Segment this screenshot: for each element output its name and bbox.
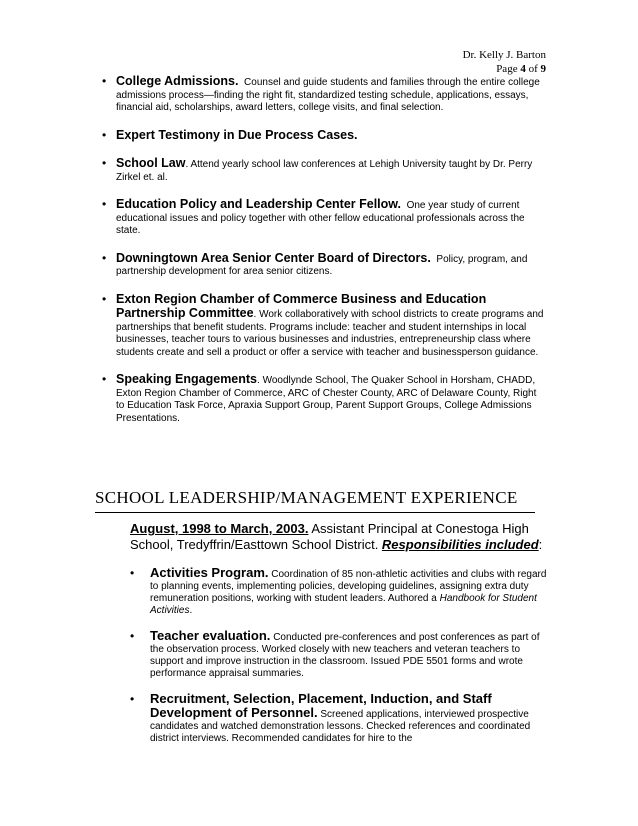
list-item xyxy=(102,291,546,360)
section-heading: SCHOOL LEADERSHIP/MANAGEMENT EXPERIENCE xyxy=(95,488,535,513)
list-item xyxy=(102,74,546,115)
bullet-icon: • xyxy=(102,291,107,306)
item-text: Coordination of 85 non-athletic activities and clubs with regard to planning events, implementing policies, developing guidelines, assigning extra duty remuneration positions, working with student leaders. Authored a xyxy=(150,569,547,604)
item-title: Activities Program. xyxy=(150,565,269,580)
list-item xyxy=(130,628,550,680)
duties-list xyxy=(130,565,550,758)
list-item: • Activities Program. Coordination of 85 non-athletic activities and clubs with regard to planning events, implementing policies, developing guidelines, assigning extra duty remuneration positions, working with student leaders. Authored a Handbook for Student Activities. xyxy=(130,565,547,616)
item-title: Speaking Engagements xyxy=(116,372,258,386)
item-italic: Handbook for Student Activities xyxy=(150,593,537,616)
list-item xyxy=(102,127,546,144)
bullet-icon: • xyxy=(130,566,135,580)
job-dates: August, 1998 to March, 2003. xyxy=(130,521,309,536)
item-text: . Attend yearly school law conferences at Lehigh University taught by Dr. Perry Zirkel et. al. xyxy=(116,159,533,183)
page-number: 4 xyxy=(520,63,526,75)
item-title: College Admissions. xyxy=(116,74,239,88)
bullet-icon: • xyxy=(102,74,107,88)
item-title: Exton Region Chamber of Commerce Business and Education Partnership Committee xyxy=(116,291,487,320)
list-item xyxy=(130,691,550,745)
item-text: Counsel and guide students and families through the entire college admissions process—finding the right fit, standardized testing schedule, applications, essays, financial aid, scholarships, award letters, college visits, and final selection. xyxy=(116,77,540,113)
page-total: 9 xyxy=(540,63,546,75)
item-text: Screened applications, interviewed prospective candidates and watched demonstration lessons. Checked references and coordinated district interviews. Recommended candidates for hire to the xyxy=(150,709,531,744)
page-indicator: Page 4 of 9 xyxy=(496,63,546,75)
list-item xyxy=(102,156,546,184)
bullet-icon: • xyxy=(102,197,107,211)
bullet-icon: • xyxy=(102,127,107,142)
item-title: School Law xyxy=(116,156,186,170)
job-description: Assistant Principal at Conestoga High School, Tredyffrin/Easttown School District. xyxy=(130,521,529,552)
bullet-icon: • xyxy=(102,372,107,386)
bullet-icon: • xyxy=(130,629,135,643)
item-title: Downingtown Area Senior Center Board of Directors. xyxy=(116,250,431,265)
list-item xyxy=(102,197,546,238)
item-text: . Work collaboratively with school districts to create programs and partnerships that benefit students. Programs include: teacher and student internships in local businesses, teacher tours to various businesses and industries, entrepreneurship class where students create and sell a product or offer a service with teacher and businessperson guidance. xyxy=(116,309,544,358)
responsibilities-label: Responsibilities included xyxy=(381,537,539,552)
list-item xyxy=(102,250,546,279)
bullet-icon: • xyxy=(130,692,135,706)
item-text: Conducted pre-conferences and post conferences as part of the observation process. Worked closely with new teachers and veteran teachers to support and improve instruction in the classroom. Issued PDE 5501 forms and wrote performance appraisal summaries. xyxy=(150,632,540,679)
item-title: Recruitment, Selection, Placement, Induction, and Staff Development of Personnel. xyxy=(150,691,492,720)
item-text: . Woodlynde School, The Quaker School in Horsham, CHADD, Exton Region Chamber of Commerce, ARC of Chester County, ARC of Delaware County, Right to Education Task Force, Apraxia Support Group, Parent Support Groups, College Admissions Presentations. xyxy=(116,375,537,424)
author-name: Dr. Kelly J. Barton xyxy=(462,49,546,61)
activities-list xyxy=(102,74,546,439)
page-header xyxy=(463,48,546,76)
item-text: One year study of current educational issues and policy together with other fellow educational professionals across the state. xyxy=(116,200,525,236)
item-title: Expert Testimony in Due Process Cases. xyxy=(116,127,358,142)
item-title: Education Policy and Leadership Center Fellow. xyxy=(116,197,402,211)
item-title: Teacher evaluation. xyxy=(150,628,271,643)
bullet-icon: • xyxy=(102,156,107,170)
list-item xyxy=(102,372,546,425)
job-entry: August, 1998 to March, 2003. Assistant Principal at Conestoga High School, Tredyffrin/Easttown School District. Responsibilities included: xyxy=(130,521,543,552)
item-text: Policy, program, and partnership development for area senior citizens. xyxy=(116,253,528,277)
bullet-icon: • xyxy=(102,250,107,265)
